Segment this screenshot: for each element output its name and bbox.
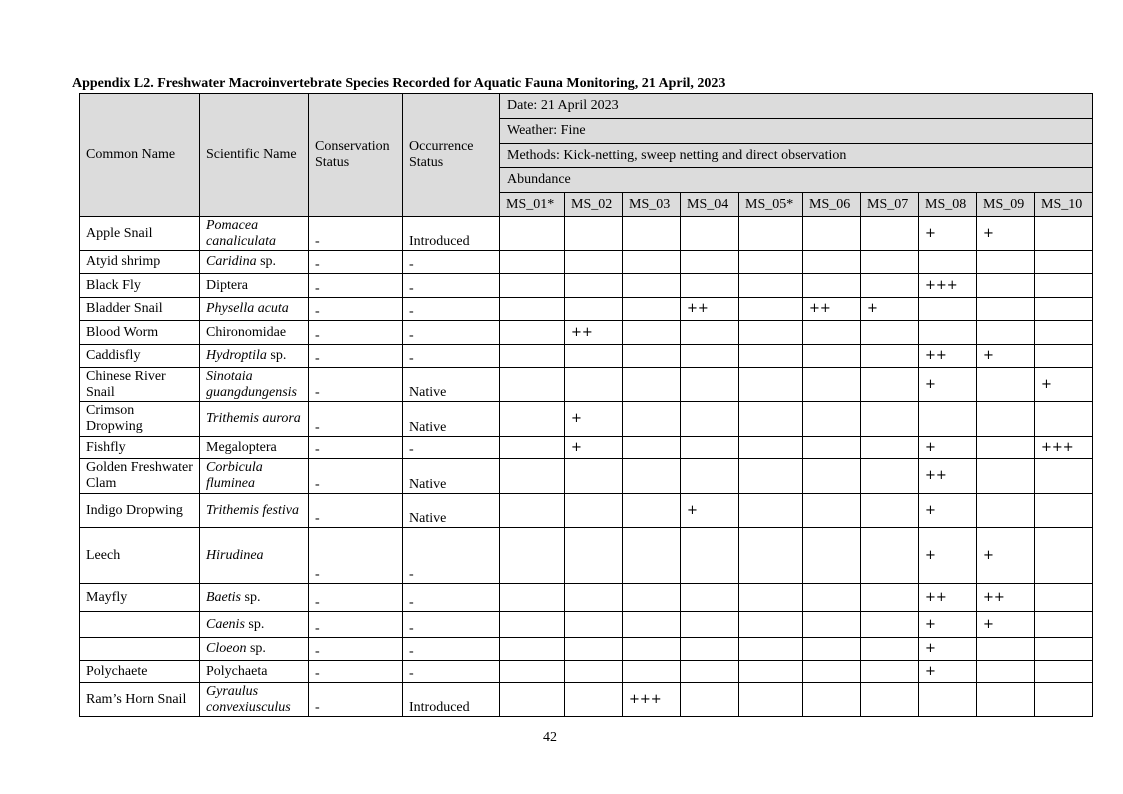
abundance-cell [623, 612, 681, 638]
table-row [80, 683, 1093, 717]
abundance-cell [500, 274, 565, 298]
abundance-cell [977, 683, 1035, 717]
station-header: MS_02 [565, 193, 623, 217]
common-name-cell: Caddisfly [80, 345, 200, 368]
abundance-cell [739, 368, 803, 402]
common-name-cell: Indigo Dropwing [80, 494, 200, 528]
abundance-cell [977, 368, 1035, 402]
abundance-cell [500, 345, 565, 368]
conservation-status-cell: - [309, 661, 403, 683]
abundance-cell [1035, 217, 1093, 251]
abundance-cell [861, 274, 919, 298]
station-header: MS_04 [681, 193, 739, 217]
abundance-cell [623, 217, 681, 251]
table-row [80, 528, 1093, 584]
conservation-status-cell: - [309, 437, 403, 459]
abundance-cell [861, 437, 919, 459]
abundance-cell [681, 528, 739, 584]
abundance-cell [1035, 612, 1093, 638]
species-suffix: sp. [244, 589, 261, 605]
abundance-cell [803, 345, 861, 368]
occurrence-status-cell: - [403, 251, 500, 274]
scientific-name-cell [200, 612, 309, 638]
abundance-cell [803, 612, 861, 638]
abundance-cell [803, 251, 861, 274]
abundance-cell [565, 638, 623, 661]
station-header: MS_10 [1035, 193, 1093, 217]
abundance-cell: +++ [919, 274, 977, 298]
abundance-cell [977, 402, 1035, 437]
table-row [80, 368, 1093, 402]
abundance-cell [500, 683, 565, 717]
abundance-cell [861, 251, 919, 274]
conservation-status-cell: - [309, 368, 403, 402]
abundance-cell [861, 345, 919, 368]
header-methods: Methods: Kick-netting, sweep netting and direct observation [500, 144, 1093, 168]
abundance-cell [803, 437, 861, 459]
abundance-cell [739, 298, 803, 321]
common-name-cell: Ram’s Horn Snail [80, 683, 200, 717]
abundance-cell [565, 298, 623, 321]
genus-name: Caridina [206, 254, 257, 269]
header-abundance: Abundance [500, 168, 1093, 193]
conservation-status-cell: - [309, 321, 403, 345]
table-row [80, 459, 1093, 494]
scientific-name-cell: Sinotaia guangdungensis [200, 368, 309, 402]
abundance-cell [1035, 251, 1093, 274]
abundance-cell [861, 494, 919, 528]
abundance-cell [861, 661, 919, 683]
abundance-cell [803, 584, 861, 612]
abundance-cell [623, 368, 681, 402]
header-scientific-name: Scientific Name [200, 94, 309, 217]
conservation-status-cell: - [309, 217, 403, 251]
abundance-cell [565, 368, 623, 402]
conservation-status-cell: - [309, 274, 403, 298]
occurrence-status-cell: Native [403, 368, 500, 402]
scientific-name-cell: Trithemis festiva [200, 494, 309, 528]
abundance-cell [500, 251, 565, 274]
abundance-cell [500, 402, 565, 437]
abundance-cell [565, 251, 623, 274]
abundance-cell [565, 584, 623, 612]
abundance-cell [861, 368, 919, 402]
abundance-cell: + [565, 437, 623, 459]
conservation-status-cell: - [309, 584, 403, 612]
abundance-cell: + [861, 298, 919, 321]
abundance-cell [977, 437, 1035, 459]
table-row [80, 217, 1093, 251]
abundance-cell [623, 584, 681, 612]
table-row [80, 251, 1093, 274]
genus-name: Caenis [206, 616, 245, 632]
abundance-cell: + [919, 612, 977, 638]
abundance-cell [919, 251, 977, 274]
abundance-cell [623, 274, 681, 298]
scientific-name-cell: Hirudinea [200, 528, 309, 584]
abundance-cell: + [919, 217, 977, 251]
abundance-cell [739, 437, 803, 459]
abundance-cell: +++ [1035, 437, 1093, 459]
scientific-name-cell: Corbicula fluminea [200, 459, 309, 494]
header-date: Date: 21 April 2023 [500, 94, 1093, 119]
abundance-cell [500, 368, 565, 402]
header-weather: Weather: Fine [500, 119, 1093, 144]
abundance-cell [739, 661, 803, 683]
abundance-cell [681, 217, 739, 251]
occurrence-status-cell: - [403, 298, 500, 321]
header-row-date [80, 94, 1093, 119]
abundance-cell [623, 251, 681, 274]
station-header: MS_06 [803, 193, 861, 217]
abundance-cell: + [919, 494, 977, 528]
abundance-cell [861, 528, 919, 584]
abundance-cell [1035, 528, 1093, 584]
abundance-cell [919, 402, 977, 437]
occurrence-status-cell: Native [403, 494, 500, 528]
abundance-cell [500, 321, 565, 345]
common-name-cell: Black Fly [80, 274, 200, 298]
header-occurrence-status: Occurrence Status [403, 94, 500, 217]
scientific-name-cell [200, 345, 309, 368]
common-name-cell: Atyid shrimp [80, 251, 200, 274]
conservation-status-cell: - [309, 638, 403, 661]
occurrence-status-cell: Native [403, 459, 500, 494]
occurrence-status-cell: - [403, 661, 500, 683]
common-name-cell: Leech [80, 528, 200, 584]
occurrence-status-cell: - [403, 437, 500, 459]
occurrence-status-cell: Introduced [403, 683, 500, 717]
abundance-cell [919, 321, 977, 345]
abundance-cell [1035, 683, 1093, 717]
abundance-cell [739, 402, 803, 437]
abundance-cell [681, 251, 739, 274]
abundance-cell [623, 638, 681, 661]
abundance-cell [565, 612, 623, 638]
abundance-cell [739, 251, 803, 274]
scientific-name-cell: Trithemis aurora [200, 402, 309, 437]
abundance-cell [681, 459, 739, 494]
abundance-cell [1035, 345, 1093, 368]
abundance-cell [565, 459, 623, 494]
abundance-cell [919, 683, 977, 717]
abundance-cell [1035, 638, 1093, 661]
conservation-status-cell: - [309, 459, 403, 494]
species-suffix: sp. [260, 254, 277, 269]
abundance-cell [977, 321, 1035, 345]
common-name-cell: Mayfly [80, 584, 200, 612]
table-row [80, 494, 1093, 528]
abundance-cell [739, 494, 803, 528]
conservation-status-cell: - [309, 683, 403, 717]
genus-name: Hydroptila [206, 348, 267, 363]
conservation-status-cell: - [309, 612, 403, 638]
abundance-cell [739, 638, 803, 661]
station-header: MS_03 [623, 193, 681, 217]
abundance-cell [623, 494, 681, 528]
abundance-cell [500, 584, 565, 612]
abundance-cell [1035, 321, 1093, 345]
abundance-cell [623, 345, 681, 368]
conservation-status-cell: - [309, 298, 403, 321]
abundance-cell: ++ [977, 584, 1035, 612]
conservation-status-cell: - [309, 402, 403, 437]
abundance-cell [977, 459, 1035, 494]
abundance-cell [565, 661, 623, 683]
abundance-cell [803, 217, 861, 251]
abundance-cell [977, 298, 1035, 321]
abundance-cell [623, 321, 681, 345]
occurrence-status-cell: - [403, 321, 500, 345]
abundance-cell [681, 661, 739, 683]
table-row [80, 298, 1093, 321]
abundance-cell: ++ [565, 321, 623, 345]
abundance-cell [739, 612, 803, 638]
abundance-cell [861, 683, 919, 717]
abundance-cell [861, 459, 919, 494]
abundance-cell: + [977, 345, 1035, 368]
abundance-cell [500, 494, 565, 528]
conservation-status-cell: - [309, 528, 403, 584]
table-row [80, 321, 1093, 345]
abundance-cell [1035, 298, 1093, 321]
occurrence-status-cell: - [403, 612, 500, 638]
abundance-cell [803, 661, 861, 683]
occurrence-status-cell: - [403, 345, 500, 368]
station-header: MS_05* [739, 193, 803, 217]
abundance-cell: ++ [681, 298, 739, 321]
abundance-cell [739, 321, 803, 345]
scientific-name-cell [200, 638, 309, 661]
abundance-cell [803, 402, 861, 437]
abundance-cell [739, 217, 803, 251]
abundance-cell [565, 683, 623, 717]
scientific-name-cell: Pomacea canaliculata [200, 217, 309, 251]
abundance-cell [803, 638, 861, 661]
station-header: MS_08 [919, 193, 977, 217]
abundance-cell: + [977, 612, 1035, 638]
abundance-cell [803, 528, 861, 584]
abundance-cell [500, 298, 565, 321]
occurrence-status-cell: Introduced [403, 217, 500, 251]
abundance-cell [565, 345, 623, 368]
abundance-cell [861, 584, 919, 612]
abundance-cell [623, 661, 681, 683]
abundance-cell [861, 321, 919, 345]
appendix-caption: Appendix L2. Freshwater Macroinvertebrate Species Recorded for Aquatic Fauna Monitoring, 21 April, 2023 [72, 76, 726, 91]
abundance-cell: +++ [623, 683, 681, 717]
abundance-cell [500, 612, 565, 638]
abundance-cell [861, 612, 919, 638]
abundance-cell [500, 661, 565, 683]
abundance-cell: + [977, 528, 1035, 584]
common-name-cell [80, 638, 200, 661]
occurrence-status-cell: - [403, 528, 500, 584]
abundance-cell [803, 368, 861, 402]
abundance-cell: + [919, 661, 977, 683]
abundance-cell [739, 274, 803, 298]
abundance-cell [977, 661, 1035, 683]
common-name-cell: Crimson Dropwing [80, 402, 200, 437]
abundance-cell: + [565, 402, 623, 437]
abundance-cell: + [919, 368, 977, 402]
species-suffix: sp. [249, 641, 266, 656]
scientific-name-cell: Diptera [200, 274, 309, 298]
abundance-cell [1035, 459, 1093, 494]
abundance-cell [977, 274, 1035, 298]
abundance-cell [500, 217, 565, 251]
abundance-cell [565, 217, 623, 251]
station-header: MS_01* [500, 193, 565, 217]
common-name-cell: Fishfly [80, 437, 200, 459]
abundance-cell [1035, 661, 1093, 683]
abundance-cell: + [919, 528, 977, 584]
species-suffix: sp. [270, 348, 287, 363]
common-name-cell: Golden Freshwater Clam [80, 459, 200, 494]
abundance-cell [739, 459, 803, 494]
abundance-cell [1035, 494, 1093, 528]
abundance-cell [739, 528, 803, 584]
abundance-cell [977, 494, 1035, 528]
abundance-cell [623, 459, 681, 494]
abundance-cell [500, 437, 565, 459]
abundance-cell: + [919, 638, 977, 661]
abundance-cell [739, 345, 803, 368]
common-name-cell: Chinese River Snail [80, 368, 200, 402]
abundance-cell [681, 584, 739, 612]
table-row [80, 584, 1093, 612]
abundance-cell [565, 274, 623, 298]
scientific-name-cell: Gyraulus convexiusculus [200, 683, 309, 717]
abundance-cell [623, 528, 681, 584]
abundance-cell [500, 459, 565, 494]
abundance-cell [565, 494, 623, 528]
scientific-name-cell: Megaloptera [200, 437, 309, 459]
abundance-cell [803, 494, 861, 528]
conservation-status-cell: - [309, 345, 403, 368]
abundance-cell: + [977, 217, 1035, 251]
abundance-cell: ++ [919, 459, 977, 494]
occurrence-status-cell: Native [403, 402, 500, 437]
abundance-cell [623, 298, 681, 321]
abundance-cell [1035, 402, 1093, 437]
header-conservation-status: Conservation Status [309, 94, 403, 217]
common-name-cell [80, 612, 200, 638]
abundance-cell: + [1035, 368, 1093, 402]
abundance-cell: ++ [919, 345, 977, 368]
genus-name: Baetis [206, 589, 241, 605]
abundance-cell: + [919, 437, 977, 459]
abundance-cell [681, 368, 739, 402]
abundance-cell [681, 638, 739, 661]
page-number: 42 [543, 730, 557, 745]
abundance-cell [500, 638, 565, 661]
table-row [80, 612, 1093, 638]
abundance-cell [623, 402, 681, 437]
common-name-cell: Blood Worm [80, 321, 200, 345]
species-table [79, 93, 1093, 717]
common-name-cell: Apple Snail [80, 217, 200, 251]
scientific-name-cell: Polychaeta [200, 661, 309, 683]
abundance-cell [623, 437, 681, 459]
abundance-cell: ++ [919, 584, 977, 612]
occurrence-status-cell: - [403, 584, 500, 612]
abundance-cell [919, 298, 977, 321]
abundance-cell [681, 321, 739, 345]
occurrence-status-cell: - [403, 638, 500, 661]
abundance-cell [861, 638, 919, 661]
common-name-cell: Bladder Snail [80, 298, 200, 321]
table-row [80, 638, 1093, 661]
abundance-cell [681, 402, 739, 437]
scientific-name-cell: Physella acuta [200, 298, 309, 321]
abundance-cell [681, 274, 739, 298]
scientific-name-cell [200, 584, 309, 612]
abundance-cell [861, 217, 919, 251]
abundance-cell [681, 612, 739, 638]
table-row [80, 437, 1093, 459]
abundance-cell [861, 402, 919, 437]
abundance-cell [681, 683, 739, 717]
header-common-name: Common Name [80, 94, 200, 217]
abundance-cell [565, 528, 623, 584]
station-header: MS_07 [861, 193, 919, 217]
occurrence-status-cell: - [403, 274, 500, 298]
scientific-name-cell [200, 251, 309, 274]
abundance-cell [681, 345, 739, 368]
abundance-cell [500, 528, 565, 584]
genus-name: Cloeon [206, 641, 247, 656]
table-row [80, 345, 1093, 368]
abundance-cell: ++ [803, 298, 861, 321]
table-row [80, 402, 1093, 437]
abundance-cell: + [681, 494, 739, 528]
abundance-cell [739, 683, 803, 717]
conservation-status-cell: - [309, 494, 403, 528]
scientific-name-cell: Chironomidae [200, 321, 309, 345]
abundance-cell [681, 437, 739, 459]
abundance-cell [977, 638, 1035, 661]
abundance-cell [739, 584, 803, 612]
table-row [80, 274, 1093, 298]
abundance-cell [803, 274, 861, 298]
abundance-cell [803, 459, 861, 494]
conservation-status-cell: - [309, 251, 403, 274]
abundance-cell [977, 251, 1035, 274]
station-header: MS_09 [977, 193, 1035, 217]
table-row [80, 661, 1093, 683]
species-suffix: sp. [248, 616, 265, 632]
abundance-cell [803, 321, 861, 345]
common-name-cell: Polychaete [80, 661, 200, 683]
abundance-cell [1035, 274, 1093, 298]
abundance-cell [803, 683, 861, 717]
abundance-cell [1035, 584, 1093, 612]
